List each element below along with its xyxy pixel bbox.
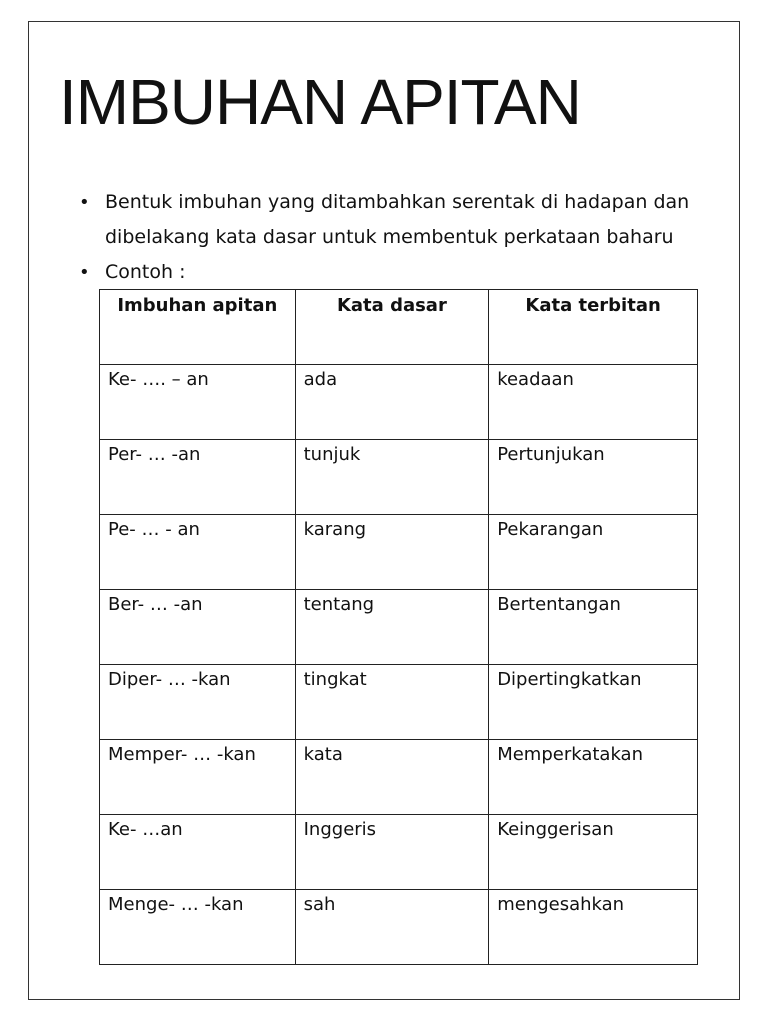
- header-imbuhan-apitan: Imbuhan apitan: [100, 290, 296, 365]
- cell-kata-terbitan: mengesahkan: [489, 890, 698, 965]
- table-row: [100, 665, 698, 740]
- cell-kata-dasar: sah: [295, 890, 489, 965]
- cell-imbuhan: Ke- …an: [100, 815, 296, 890]
- cell-kata-dasar: ada: [295, 365, 489, 440]
- cell-kata-dasar: Inggeris: [295, 815, 489, 890]
- document-page: [28, 21, 740, 1000]
- cell-kata-terbitan: Dipertingkatkan: [489, 665, 698, 740]
- table-row: [100, 515, 698, 590]
- bullet-dot-icon: •: [79, 192, 90, 213]
- cell-kata-dasar: kata: [295, 740, 489, 815]
- bullet-dot-icon: •: [79, 262, 90, 283]
- cell-imbuhan: Pe- … - an: [100, 515, 296, 590]
- table-header-row: [100, 290, 698, 365]
- cell-kata-terbitan: Pertunjukan: [489, 440, 698, 515]
- cell-kata-terbitan: Bertentangan: [489, 590, 698, 665]
- cell-kata-terbitan: Memperkatakan: [489, 740, 698, 815]
- table-row: [100, 590, 698, 665]
- cell-kata-dasar: karang: [295, 515, 489, 590]
- table-row: [100, 740, 698, 815]
- cell-kata-dasar: tingkat: [295, 665, 489, 740]
- header-kata-dasar: Kata dasar: [295, 290, 489, 365]
- cell-kata-terbitan: keadaan: [489, 365, 698, 440]
- table-row: [100, 890, 698, 965]
- cell-imbuhan: Memper- … -kan: [100, 740, 296, 815]
- bullet-text: Bentuk imbuhan yang ditambahkan serentak di hadapan dan dibelakang kata dasar untuk membentuk perkataan baharu: [105, 191, 690, 248]
- bullet-example: [79, 255, 699, 290]
- cell-imbuhan: Per- … -an: [100, 440, 296, 515]
- table-row: [100, 815, 698, 890]
- cell-imbuhan: Ber- … -an: [100, 590, 296, 665]
- page-title: IMBUHAN APITAN: [59, 66, 581, 138]
- table-row: [100, 365, 698, 440]
- cell-kata-dasar: tentang: [295, 590, 489, 665]
- bullet-list: [79, 185, 699, 290]
- cell-kata-dasar: tunjuk: [295, 440, 489, 515]
- cell-imbuhan: Diper- … -kan: [100, 665, 296, 740]
- cell-kata-terbitan: Keinggerisan: [489, 815, 698, 890]
- cell-imbuhan: Ke- …. – an: [100, 365, 296, 440]
- cell-imbuhan: Menge- … -kan: [100, 890, 296, 965]
- affix-table: [99, 289, 698, 965]
- header-kata-terbitan: Kata terbitan: [489, 290, 698, 365]
- bullet-definition: [79, 185, 699, 255]
- bullet-text: Contoh :: [105, 261, 186, 283]
- table-row: [100, 440, 698, 515]
- cell-kata-terbitan: Pekarangan: [489, 515, 698, 590]
